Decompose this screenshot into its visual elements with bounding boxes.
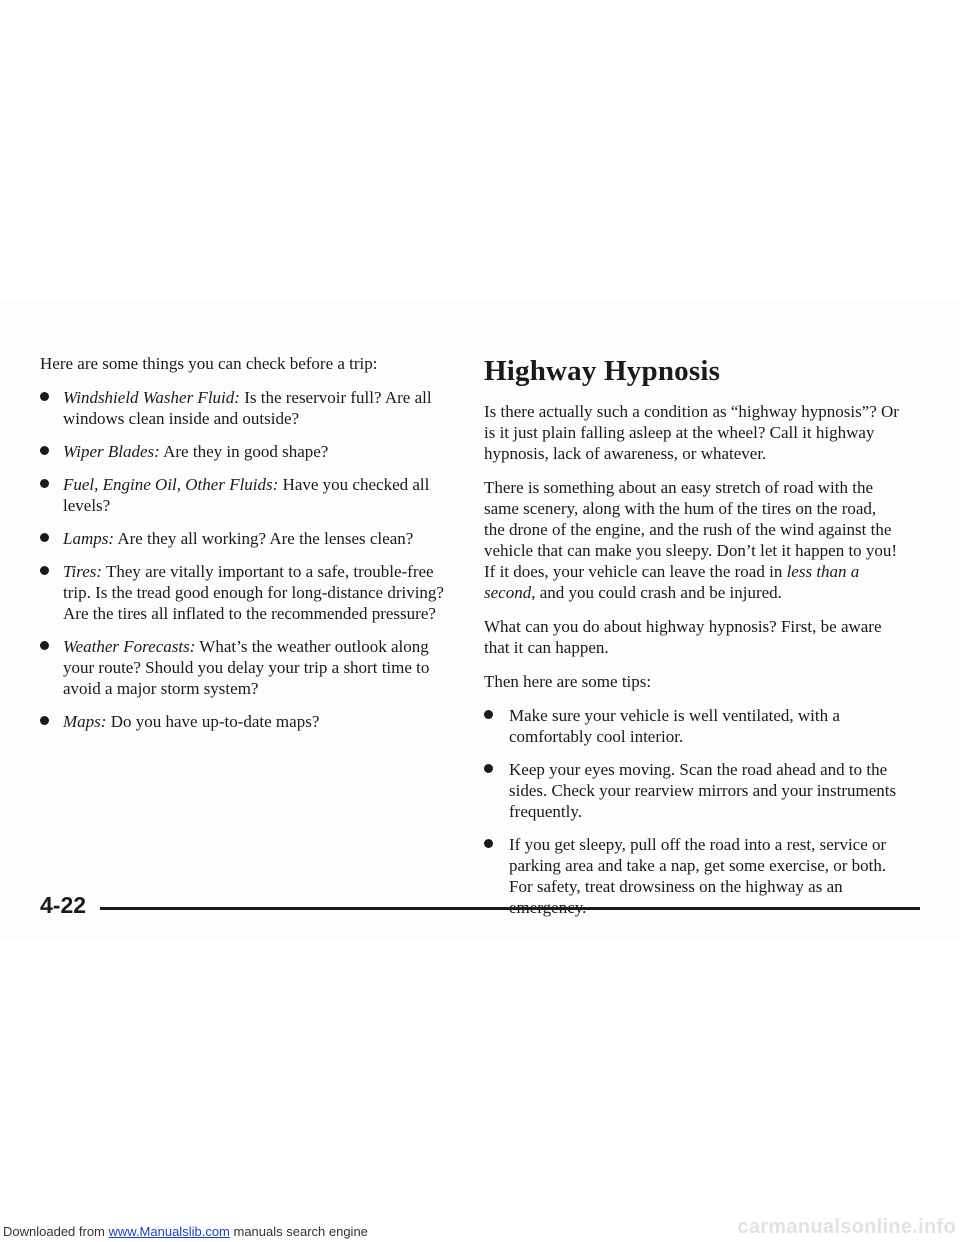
checklist-item-weather-forecasts: Weather Forecasts: What’s the weather outlook along your route? Should you delay your trip a short time to avoid a major storm system?: [40, 636, 455, 699]
checklist-item-windshield-washer-fluid: Windshield Washer Fluid: Is the reservoir full? Are all windows clean inside and outside?: [40, 387, 455, 429]
site-watermark: carmanualsonline.info: [737, 1216, 956, 1238]
paragraph-warning: There is something about an easy stretch of road with the same scenery, along with the hum of the tires on the road, the drone of the engine, and the rush of the wind against the vehicle that can make you sleepy. Don’t let it happen to you! If it does, your vehicle can leave the road in less than a second, and you could crash and be injured.: [484, 478, 898, 602]
right-column: [484, 353, 899, 930]
checklist-item-lamps: Lamps: Are they all working? Are the lenses clean?: [40, 528, 455, 549]
bullet-icon: [40, 533, 49, 542]
checklist-item-maps: Maps: Do you have up-to-date maps?: [40, 711, 455, 732]
section-heading: Highway Hypnosis: [484, 355, 721, 387]
bullet-icon: [40, 446, 49, 455]
download-notice: Downloaded from www.Manualslib.com manuals search engine: [3, 1224, 368, 1239]
checklist-item-tires: Tires: They are vitally important to a safe, trouble-free trip. Is the tread good enough for long-distance driving? Are the tires all inflated to the recommended pressure?: [40, 561, 455, 624]
page-footer: [40, 890, 920, 930]
bullet-icon: [40, 479, 49, 488]
checklist-item-wiper-blades: Wiper Blades: Are they in good shape?: [40, 441, 455, 462]
tips-list: [484, 705, 899, 918]
trip-checklist: [40, 387, 455, 732]
checklist-intro: Here are some things you can check before a trip:: [40, 354, 378, 373]
footer-rule: [100, 907, 920, 910]
bullet-icon: [40, 641, 49, 650]
left-column: [40, 353, 455, 744]
bullet-icon: [484, 710, 493, 719]
checklist-item-fluids: Fuel, Engine Oil, Other Fluids: Have you checked all levels?: [40, 474, 455, 516]
page-number: 4-22: [40, 892, 87, 918]
bullet-icon: [484, 839, 493, 848]
paragraph-question: What can you do about highway hypnosis? First, be aware that it can happen.: [484, 617, 882, 657]
bullet-icon: [40, 716, 49, 725]
bullet-icon: [40, 566, 49, 575]
paragraph-tips-intro: Then here are some tips:: [484, 672, 652, 691]
manualslib-link[interactable]: www.Manualslib.com: [108, 1224, 230, 1239]
emphasis-text: less than a second,: [484, 562, 860, 602]
bullet-icon: [484, 764, 493, 773]
bullet-icon: [40, 392, 49, 401]
tip-item: If you get sleepy, pull off the road into a rest, service or parking area and take a nap, get some exercise, or both. For safety, treat drowsiness on the highway as an: [484, 834, 899, 918]
paragraph-definition: Is there actually such a condition as “highway hypnosis”? Or is it just plain falling asleep at the wheel? Call it highway hypnosis, lack of awareness, or whatever.: [484, 402, 899, 463]
tip-item: Keep your eyes moving. Scan the road ahead and to the sides. Check your rearview mirrors and your instruments frequently.: [484, 759, 899, 822]
tip-item: Make sure your vehicle is well ventilated, with a comfortably cool interior.: [484, 705, 899, 747]
